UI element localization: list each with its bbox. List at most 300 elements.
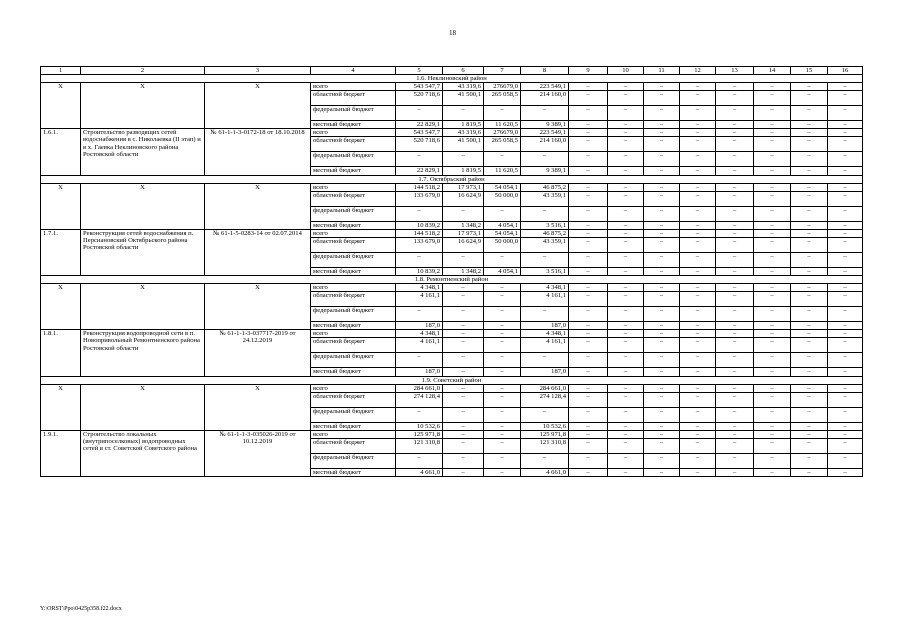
x-mark: Х <box>81 384 205 430</box>
empty-dash-cell: – <box>754 338 791 353</box>
amount-cell: 11 620,5 <box>484 121 521 129</box>
empty-dash-cell: – <box>569 292 608 307</box>
empty-dash-cell: – <box>754 237 791 252</box>
amount-cell: 214 160,0 <box>521 137 569 152</box>
empty-dash-cell: – <box>644 229 680 237</box>
amount-cell: 144 518,2 <box>396 229 443 237</box>
empty-dash-cell: – <box>791 368 828 376</box>
empty-dash-cell: – <box>791 237 828 252</box>
amount-cell: – <box>484 392 521 407</box>
empty-dash-cell: – <box>791 183 828 191</box>
empty-dash-cell: – <box>644 106 680 121</box>
summary-row <box>41 183 863 191</box>
column-header: 8 <box>521 67 569 75</box>
empty-dash-cell: – <box>791 221 828 229</box>
funding-source-label: местный бюджет <box>311 368 396 376</box>
amount-cell: 22 829,1 <box>396 121 443 129</box>
funding-source-label: областной бюджет <box>311 137 396 152</box>
empty-dash-cell: – <box>644 167 680 175</box>
empty-dash-cell: – <box>791 206 828 221</box>
empty-dash-cell: – <box>680 453 716 468</box>
amount-cell: – <box>484 330 521 338</box>
empty-dash-cell: – <box>754 292 791 307</box>
empty-dash-cell: – <box>828 384 863 392</box>
section-title: 1.7. Октябрьский район <box>41 175 863 183</box>
empty-dash-cell: – <box>680 221 716 229</box>
empty-dash-cell: – <box>754 384 791 392</box>
empty-dash-cell: – <box>608 267 644 275</box>
empty-dash-cell: – <box>608 307 644 322</box>
section-title: 1.6. Неклиновский район <box>41 75 863 83</box>
amount-cell: – <box>521 206 569 221</box>
amount-cell: – <box>484 152 521 167</box>
empty-dash-cell: – <box>791 129 828 137</box>
empty-dash-cell: – <box>608 183 644 191</box>
empty-dash-cell: – <box>716 292 754 307</box>
empty-dash-cell: – <box>754 407 791 422</box>
empty-dash-cell: – <box>680 330 716 338</box>
empty-dash-cell: – <box>791 267 828 275</box>
amount-cell: 50 000,0 <box>484 191 521 206</box>
empty-dash-cell: – <box>791 384 828 392</box>
empty-dash-cell: – <box>569 284 608 292</box>
empty-dash-cell: – <box>644 152 680 167</box>
amount-cell: 4 054,1 <box>484 267 521 275</box>
amount-cell: 543 547,7 <box>396 129 443 137</box>
empty-dash-cell: – <box>828 468 863 476</box>
empty-dash-cell: – <box>569 191 608 206</box>
amount-cell: 265 058,5 <box>484 137 521 152</box>
amount-cell: – <box>396 152 443 167</box>
empty-dash-cell: – <box>716 167 754 175</box>
empty-dash-cell: – <box>644 338 680 353</box>
empty-dash-cell: – <box>754 183 791 191</box>
amount-cell: – <box>484 368 521 376</box>
empty-dash-cell: – <box>608 137 644 152</box>
empty-dash-cell: – <box>716 152 754 167</box>
column-header: 10 <box>608 67 644 75</box>
section-title: 1.9. Советский район <box>41 376 863 384</box>
empty-dash-cell: – <box>569 91 608 106</box>
empty-dash-cell: – <box>716 284 754 292</box>
amount-cell: – <box>443 407 484 422</box>
empty-dash-cell: – <box>680 468 716 476</box>
empty-dash-cell: – <box>569 167 608 175</box>
empty-dash-cell: – <box>644 438 680 453</box>
column-header: 11 <box>644 67 680 75</box>
item-document: № 61-1-5-0283-14 от 02.07.2014 <box>205 229 311 275</box>
empty-dash-cell: – <box>716 91 754 106</box>
empty-dash-cell: – <box>716 221 754 229</box>
amount-cell: 22 829,1 <box>396 167 443 175</box>
empty-dash-cell: – <box>608 453 644 468</box>
empty-dash-cell: – <box>791 422 828 430</box>
amount-cell: – <box>396 252 443 267</box>
amount-cell: – <box>396 307 443 322</box>
empty-dash-cell: – <box>644 322 680 330</box>
amount-cell: – <box>443 206 484 221</box>
empty-dash-cell: – <box>791 137 828 152</box>
empty-dash-cell: – <box>680 407 716 422</box>
empty-dash-cell: – <box>791 91 828 106</box>
amount-cell: – <box>484 422 521 430</box>
amount-cell: – <box>443 384 484 392</box>
x-mark: Х <box>41 384 81 430</box>
item-number: 1.6.1. <box>41 129 81 175</box>
amount-cell: – <box>521 407 569 422</box>
empty-dash-cell: – <box>644 83 680 91</box>
amount-cell: – <box>521 152 569 167</box>
empty-dash-cell: – <box>644 368 680 376</box>
empty-dash-cell: – <box>828 330 863 338</box>
empty-dash-cell: – <box>680 152 716 167</box>
empty-dash-cell: – <box>644 453 680 468</box>
funding-source-label: федеральный бюджет <box>311 152 396 167</box>
amount-cell: 284 661,0 <box>396 384 443 392</box>
empty-dash-cell: – <box>680 252 716 267</box>
amount-cell: – <box>484 206 521 221</box>
empty-dash-cell: – <box>608 338 644 353</box>
item-name: Строительство локальных (внутрипоселковых) водопроводных сетей в ст. Советской Советского района <box>81 430 205 476</box>
empty-dash-cell: – <box>716 129 754 137</box>
empty-dash-cell: – <box>791 292 828 307</box>
empty-dash-cell: – <box>644 206 680 221</box>
empty-dash-cell: – <box>608 221 644 229</box>
empty-dash-cell: – <box>569 438 608 453</box>
empty-dash-cell: – <box>608 438 644 453</box>
item-number: 1.9.1. <box>41 430 81 476</box>
empty-dash-cell: – <box>716 137 754 152</box>
empty-dash-cell: – <box>644 191 680 206</box>
amount-cell: 187,0 <box>521 368 569 376</box>
empty-dash-cell: – <box>608 384 644 392</box>
empty-dash-cell: – <box>791 152 828 167</box>
empty-dash-cell: – <box>791 322 828 330</box>
empty-dash-cell: – <box>791 407 828 422</box>
amount-cell: 265 058,5 <box>484 91 521 106</box>
empty-dash-cell: – <box>644 237 680 252</box>
summary-row <box>41 284 863 292</box>
x-mark: Х <box>81 183 205 229</box>
empty-dash-cell: – <box>828 137 863 152</box>
empty-dash-cell: – <box>608 237 644 252</box>
empty-dash-cell: – <box>608 284 644 292</box>
empty-dash-cell: – <box>754 206 791 221</box>
empty-dash-cell: – <box>608 83 644 91</box>
empty-dash-cell: – <box>754 267 791 275</box>
empty-dash-cell: – <box>716 453 754 468</box>
amount-cell: 46 875,2 <box>521 183 569 191</box>
amount-cell: 4 348,1 <box>396 330 443 338</box>
funding-source-label: федеральный бюджет <box>311 206 396 221</box>
empty-dash-cell: – <box>791 252 828 267</box>
empty-dash-cell: – <box>680 307 716 322</box>
item-row <box>41 129 863 137</box>
empty-dash-cell: – <box>569 392 608 407</box>
section-title-row <box>41 276 863 284</box>
amount-cell: 125 971,8 <box>521 430 569 438</box>
funding-source-label: местный бюджет <box>311 221 396 229</box>
empty-dash-cell: – <box>791 438 828 453</box>
x-mark: Х <box>205 384 311 430</box>
amount-cell: 54 054,1 <box>484 183 521 191</box>
empty-dash-cell: – <box>754 191 791 206</box>
empty-dash-cell: – <box>608 353 644 368</box>
empty-dash-cell: – <box>644 284 680 292</box>
section-title-row <box>41 75 863 83</box>
empty-dash-cell: – <box>644 468 680 476</box>
empty-dash-cell: – <box>569 407 608 422</box>
amount-cell: 43 319,6 <box>443 83 484 91</box>
empty-dash-cell: – <box>644 183 680 191</box>
item-row <box>41 430 863 438</box>
empty-dash-cell: – <box>828 252 863 267</box>
empty-dash-cell: – <box>828 83 863 91</box>
empty-dash-cell: – <box>569 468 608 476</box>
item-document: № 61-1-1-3-035026-2019 от 10.12.2019 <box>205 430 311 476</box>
empty-dash-cell: – <box>569 106 608 121</box>
amount-cell: 3 516,1 <box>521 267 569 275</box>
empty-dash-cell: – <box>716 252 754 267</box>
empty-dash-cell: – <box>754 307 791 322</box>
amount-cell: – <box>484 353 521 368</box>
amount-cell: 3 516,1 <box>521 221 569 229</box>
empty-dash-cell: – <box>569 129 608 137</box>
amount-cell: – <box>484 453 521 468</box>
empty-dash-cell: – <box>680 83 716 91</box>
amount-cell: 144 518,2 <box>396 183 443 191</box>
item-document: № 61-1-1-3-037717-2019 от 24.12.2019 <box>205 330 311 376</box>
x-mark: Х <box>41 284 81 330</box>
empty-dash-cell: – <box>680 191 716 206</box>
funding-source-label: всего <box>311 384 396 392</box>
empty-dash-cell: – <box>716 229 754 237</box>
column-header: 16 <box>828 67 863 75</box>
empty-dash-cell: – <box>608 407 644 422</box>
empty-dash-cell: – <box>569 422 608 430</box>
empty-dash-cell: – <box>754 121 791 129</box>
empty-dash-cell: – <box>644 422 680 430</box>
empty-dash-cell: – <box>828 229 863 237</box>
empty-dash-cell: – <box>680 137 716 152</box>
empty-dash-cell: – <box>828 167 863 175</box>
empty-dash-cell: – <box>716 121 754 129</box>
empty-dash-cell: – <box>608 167 644 175</box>
amount-cell: 276679,0 <box>484 129 521 137</box>
empty-dash-cell: – <box>754 137 791 152</box>
empty-dash-cell: – <box>608 422 644 430</box>
empty-dash-cell: – <box>828 438 863 453</box>
amount-cell: – <box>484 292 521 307</box>
amount-cell: 54 054,1 <box>484 229 521 237</box>
amount-cell: 1 819,5 <box>443 121 484 129</box>
empty-dash-cell: – <box>716 322 754 330</box>
empty-dash-cell: – <box>754 368 791 376</box>
empty-dash-cell: – <box>716 267 754 275</box>
empty-dash-cell: – <box>644 330 680 338</box>
empty-dash-cell: – <box>680 338 716 353</box>
empty-dash-cell: – <box>754 252 791 267</box>
empty-dash-cell: – <box>608 191 644 206</box>
empty-dash-cell: – <box>716 407 754 422</box>
funding-source-label: местный бюджет <box>311 422 396 430</box>
amount-cell: 543 547,7 <box>396 83 443 91</box>
empty-dash-cell: – <box>791 167 828 175</box>
amount-cell: 214 160,0 <box>521 91 569 106</box>
amount-cell: 10 532,6 <box>521 422 569 430</box>
funding-source-label: федеральный бюджет <box>311 106 396 121</box>
empty-dash-cell: – <box>680 392 716 407</box>
empty-dash-cell: – <box>569 330 608 338</box>
empty-dash-cell: – <box>569 229 608 237</box>
amount-cell: – <box>443 330 484 338</box>
amount-cell: – <box>443 252 484 267</box>
amount-cell: – <box>396 106 443 121</box>
empty-dash-cell: – <box>716 368 754 376</box>
x-mark: Х <box>41 183 81 229</box>
amount-cell: – <box>443 368 484 376</box>
empty-dash-cell: – <box>680 422 716 430</box>
empty-dash-cell: – <box>828 353 863 368</box>
amount-cell: – <box>443 392 484 407</box>
amount-cell: 223 549,1 <box>521 129 569 137</box>
x-mark: Х <box>81 83 205 129</box>
amount-cell: 520 718,6 <box>396 91 443 106</box>
amount-cell: 10 839,2 <box>396 267 443 275</box>
x-mark: Х <box>81 284 205 330</box>
empty-dash-cell: – <box>791 353 828 368</box>
empty-dash-cell: – <box>754 330 791 338</box>
empty-dash-cell: – <box>680 206 716 221</box>
amount-cell: 274 128,4 <box>396 392 443 407</box>
amount-cell: 4 348,1 <box>396 284 443 292</box>
column-header: 1 <box>41 67 81 75</box>
empty-dash-cell: – <box>569 137 608 152</box>
summary-row <box>41 384 863 392</box>
empty-dash-cell: – <box>644 91 680 106</box>
empty-dash-cell: – <box>569 206 608 221</box>
column-header: 12 <box>680 67 716 75</box>
empty-dash-cell: – <box>828 422 863 430</box>
amount-cell: – <box>396 407 443 422</box>
amount-cell: – <box>484 252 521 267</box>
amount-cell: 46 875,2 <box>521 229 569 237</box>
empty-dash-cell: – <box>791 330 828 338</box>
amount-cell: 4 161,1 <box>521 338 569 353</box>
item-name: Реконструкция сетей водоснабжения п. Персиановский Октябрьского района Ростовской области <box>81 229 205 275</box>
empty-dash-cell: – <box>828 284 863 292</box>
empty-dash-cell: – <box>569 430 608 438</box>
empty-dash-cell: – <box>608 292 644 307</box>
empty-dash-cell: – <box>680 129 716 137</box>
empty-dash-cell: – <box>644 137 680 152</box>
amount-cell: – <box>443 438 484 453</box>
amount-cell: – <box>484 430 521 438</box>
funding-source-label: всего <box>311 430 396 438</box>
empty-dash-cell: – <box>828 322 863 330</box>
footer-file-path: Y:\ORST\Ppo\0425p358.f22.docx <box>40 606 122 612</box>
column-header: 4 <box>311 67 396 75</box>
funding-source-label: всего <box>311 83 396 91</box>
empty-dash-cell: – <box>644 267 680 275</box>
amount-cell: 274 128,4 <box>521 392 569 407</box>
amount-cell: 17 973,1 <box>443 183 484 191</box>
amount-cell: 43 319,6 <box>443 129 484 137</box>
empty-dash-cell: – <box>680 106 716 121</box>
empty-dash-cell: – <box>828 292 863 307</box>
funding-source-label: областной бюджет <box>311 237 396 252</box>
item-document: № 61-1-1-3-0172-18 от 18.10.2018 <box>205 129 311 175</box>
section-title: 1.8. Ремонтненский район <box>41 276 863 284</box>
section-title-row <box>41 175 863 183</box>
amount-cell: 9 389,1 <box>521 167 569 175</box>
empty-dash-cell: – <box>716 330 754 338</box>
empty-dash-cell: – <box>644 221 680 229</box>
column-header: 13 <box>716 67 754 75</box>
empty-dash-cell: – <box>680 322 716 330</box>
amount-cell: – <box>443 284 484 292</box>
empty-dash-cell: – <box>754 468 791 476</box>
empty-dash-cell: – <box>791 121 828 129</box>
amount-cell: – <box>484 284 521 292</box>
amount-cell: 50 000,0 <box>484 237 521 252</box>
empty-dash-cell: – <box>754 453 791 468</box>
empty-dash-cell: – <box>828 237 863 252</box>
amount-cell: 121 310,8 <box>396 438 443 453</box>
amount-cell: – <box>484 322 521 330</box>
amount-cell: – <box>484 338 521 353</box>
amount-cell: 1 819,5 <box>443 167 484 175</box>
empty-dash-cell: – <box>608 322 644 330</box>
funding-source-label: областной бюджет <box>311 338 396 353</box>
empty-dash-cell: – <box>716 392 754 407</box>
funding-source-label: всего <box>311 129 396 137</box>
empty-dash-cell: – <box>791 191 828 206</box>
funding-source-label: федеральный бюджет <box>311 353 396 368</box>
empty-dash-cell: – <box>644 353 680 368</box>
amount-cell: 133 679,0 <box>396 237 443 252</box>
amount-cell: 187,0 <box>396 322 443 330</box>
amount-cell: 10 532,6 <box>396 422 443 430</box>
empty-dash-cell: – <box>608 252 644 267</box>
empty-dash-cell: – <box>791 453 828 468</box>
funding-source-label: всего <box>311 284 396 292</box>
amount-cell: – <box>443 106 484 121</box>
amount-cell: – <box>443 353 484 368</box>
empty-dash-cell: – <box>754 353 791 368</box>
column-header: 3 <box>205 67 311 75</box>
amount-cell: 43 359,1 <box>521 237 569 252</box>
amount-cell: – <box>443 307 484 322</box>
empty-dash-cell: – <box>680 353 716 368</box>
empty-dash-cell: – <box>644 121 680 129</box>
amount-cell: 133 679,0 <box>396 191 443 206</box>
funding-source-label: областной бюджет <box>311 292 396 307</box>
empty-dash-cell: – <box>716 430 754 438</box>
empty-dash-cell: – <box>569 453 608 468</box>
column-header: 2 <box>81 67 205 75</box>
empty-dash-cell: – <box>716 468 754 476</box>
x-mark: Х <box>205 284 311 330</box>
amount-cell: 4 161,1 <box>396 338 443 353</box>
amount-cell: 41 500,1 <box>443 91 484 106</box>
empty-dash-cell: – <box>680 229 716 237</box>
empty-dash-cell: – <box>680 167 716 175</box>
column-header: 6 <box>443 67 484 75</box>
amount-cell: – <box>396 206 443 221</box>
amount-cell: 284 661,0 <box>521 384 569 392</box>
empty-dash-cell: – <box>608 229 644 237</box>
